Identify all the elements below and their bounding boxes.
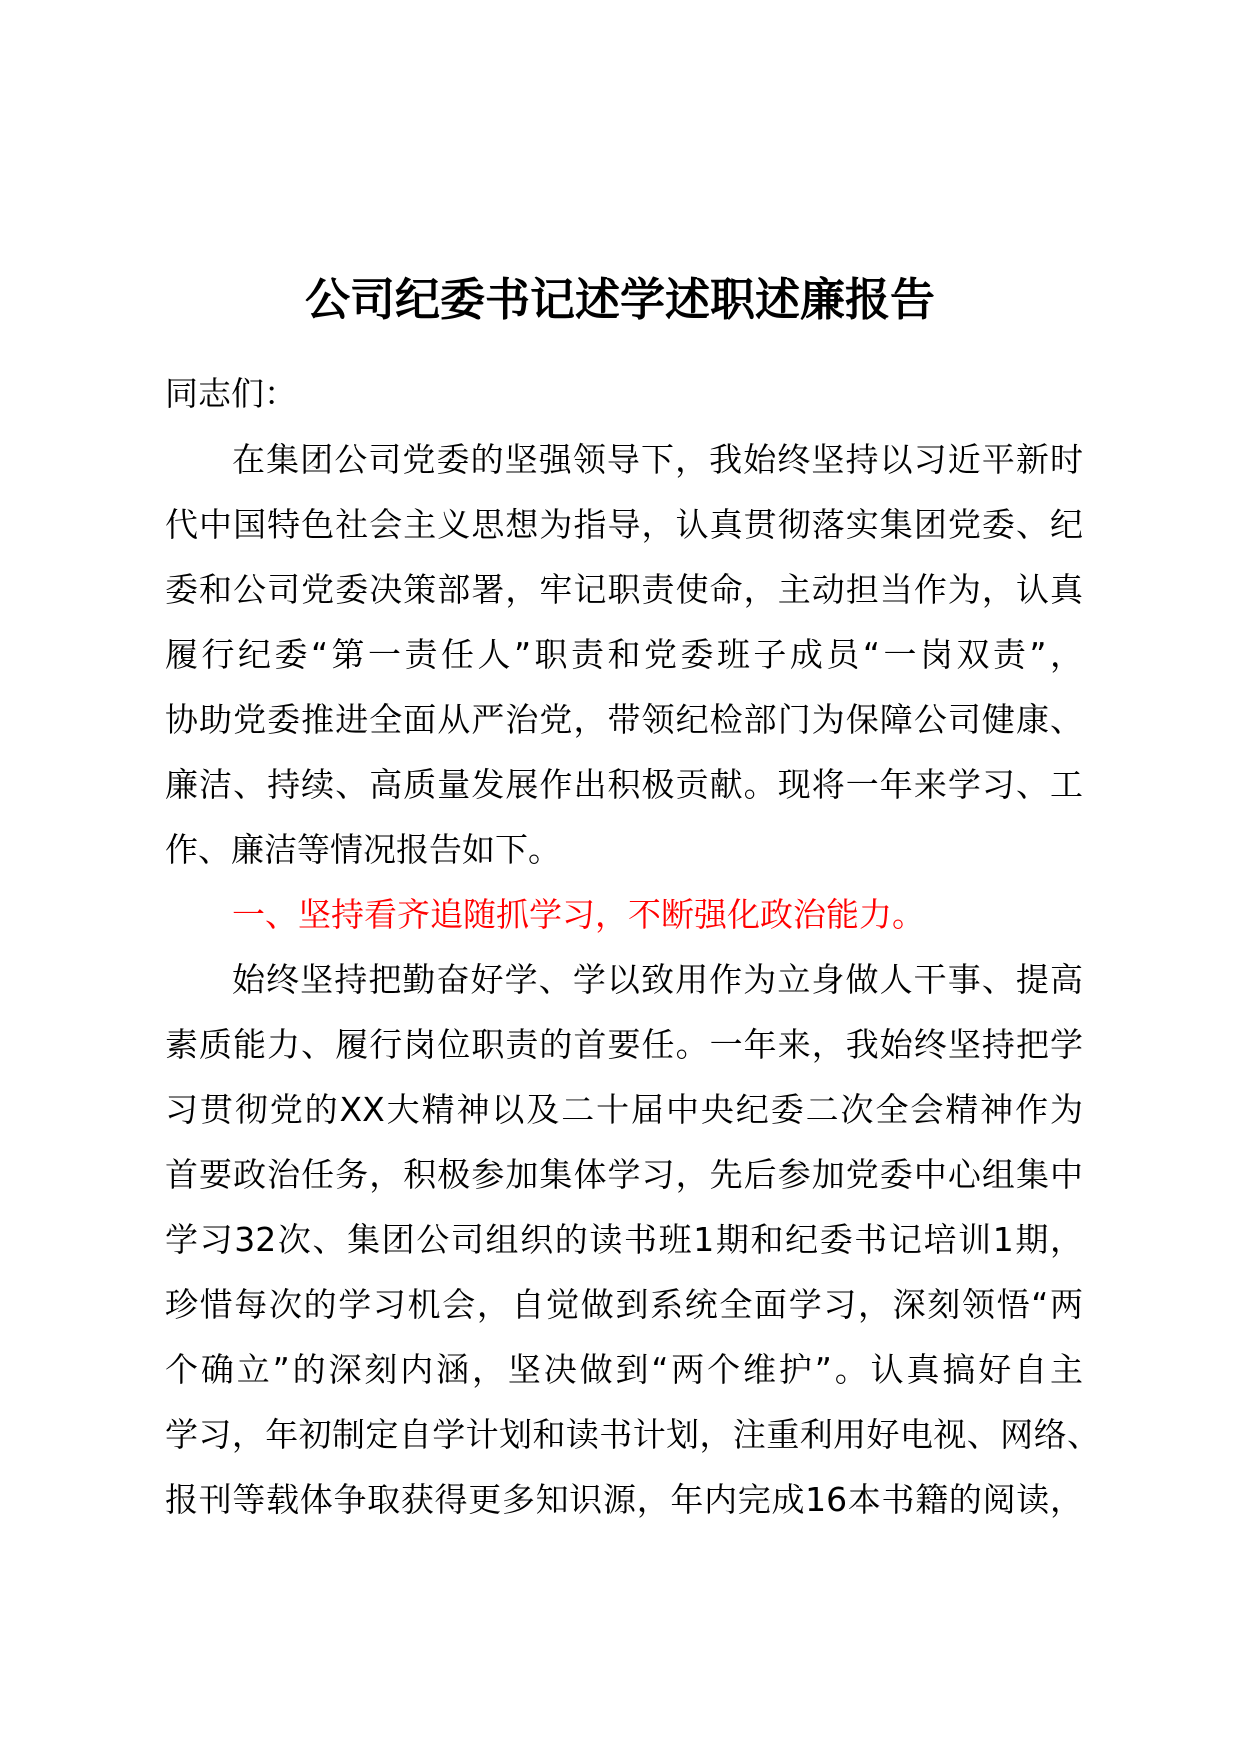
paragraph-line: 作、廉洁等情况报告如下。 [165, 830, 561, 869]
paragraph-line: 学习，年初制定自学计划和读书计划，注重利用好电视、网络、 [165, 1415, 1100, 1454]
paragraph-line: 在集团公司党委的坚强领导下，我始终坚持以习近平新时 [232, 440, 1083, 479]
section-heading: 一、坚持看齐追随抓学习，不断强化政治能力。 [232, 895, 925, 934]
document-title: 公司纪委书记述学述职述廉报告 [304, 273, 935, 326]
paragraph-line: 珍惜每次的学习机会，自觉做到系统全面学习，深刻领悟“两 [165, 1285, 1083, 1324]
paragraph-line: 履行纪委“第一责任人”职责和党委班子成员“一岗双责”， [165, 635, 1083, 674]
paragraph-line: 代中国特色社会主义思想为指导，认真贯彻落实集团党委、纪 [165, 505, 1083, 544]
paragraph-line: 协助党委推进全面从严治党，带领纪检部门为保障公司健康、 [165, 700, 1083, 739]
paragraph-line: 学习32次、集团公司组织的读书班1期和纪委书记培训1期， [165, 1220, 1083, 1259]
paragraph-line: 习贯彻党的XX大精神以及二十届中央纪委二次全会精神作为 [165, 1090, 1083, 1129]
paragraph-line: 廉洁、持续、高质量发展作出积极贡献。现将一年来学习、工 [165, 765, 1083, 804]
salutation: 同志们： [165, 374, 297, 413]
paragraph-line: 首要政治任务，积极参加集体学习，先后参加党委中心组集中 [165, 1155, 1083, 1194]
paragraph-line: 报刊等载体争取获得更多知识源，年内完成16本书籍的阅读， [165, 1480, 1083, 1519]
paragraph-line: 委和公司党委决策部署，牢记职责使命，主动担当作为，认真 [165, 570, 1083, 609]
paragraph-line: 个确立”的深刻内涵，坚决做到“两个维护”。认真搞好自主 [165, 1350, 1083, 1389]
paragraph-line: 素质能力、履行岗位职责的首要任。一年来，我始终坚持把学 [165, 1025, 1083, 1064]
paragraph-line: 始终坚持把勤奋好学、学以致用作为立身做人干事、提高 [232, 960, 1083, 999]
